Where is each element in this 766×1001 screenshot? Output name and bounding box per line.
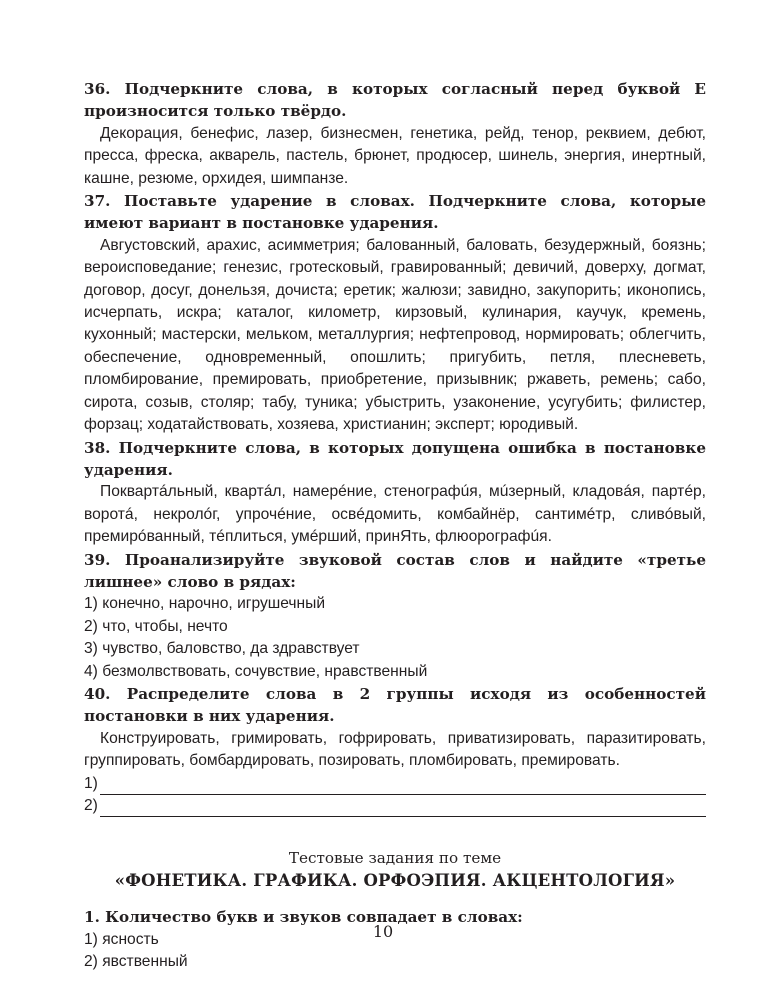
test-q1-option: 1) ясность [84, 930, 159, 948]
task-37-text: Августовский, арахис, асимметрия; балованный, баловать, безудержный, боязнь; вероисповедание; генезис, гротесковый, гравированный; девичий, доверху, догмат, договор, досуг, донельзя, дочиста; еретик; жалюзи; завидно, закупорить; иконопись, исчерпать, искра; каталог, километр, кирзовый, кулинария, каучук, кремень, кухонный; мастерски, мельком, металлургия; нефтепровод, нормировать; облегчить, обеспечение, одновременный, опошлить; пригубить, петля, плесневеть, пломбирование, премировать, приобретение, призывник; ржаветь, ремень; сабо, сирота, созыв, столяр; табу, туника; убыстрить, узаконение, усугубить; филистер, форзац; ходатайствовать, хозяева, христианин; эксперт; юродивый. [84, 236, 706, 434]
test-q1-title: 1. Количество букв и звуков совпадает в словах: [84, 908, 523, 927]
answer-line-2[interactable] [84, 795, 706, 817]
test-section-title: «ФОНЕТИКА. ГРАФИКА. ОРФОЭПИЯ. АКЦЕНТОЛОГИЯ» [114, 870, 676, 890]
test-section-header [84, 847, 706, 892]
answer-line-1-rule[interactable] [100, 779, 706, 795]
answer-line-2-label: 2) [84, 797, 98, 814]
task-40-title: 40. Распределите слова в 2 группы исходя из особенностей постановки в них ударения. [84, 684, 706, 726]
task-39-option: 3) чувство, баловство, да здравствует [84, 640, 360, 658]
task-38-text: Поквартáльный, квартáл, намерéние, стенографúя, мúзерный, кладовáя, партéр, воротá, некролóг, упрочéние, освéдомить, комбайнёр, сантимéтр, сливóвый, премирóванный, тéплиться, умéрший, принЯть, флюорографúя. [84, 483, 706, 546]
test-q1-option: 2) явственный [84, 953, 188, 971]
task-39-option: 2) что, чтобы, нечто [84, 617, 228, 635]
page-content [84, 78, 706, 973]
task-39-option: 4) безмолвствовать, сочувствие, нравственный [84, 662, 428, 680]
answer-line-1-label: 1) [84, 774, 98, 792]
task-39-option: 1) конечно, нарочно, игрушечный [84, 595, 326, 613]
task-36-text: Декорация, бенефис, лазер, бизнесмен, генетика, рейд, тенор, реквием, дебют, пресса, фреска, акварель, пастель, брюнет, продюсер, шинель, энергия, инертный, кашне, резюме, орхидея, шимпанзе. [84, 124, 706, 187]
task-38-title: 38. Подчеркните слова, в которых допущена ошибка в постановке ударения. [84, 438, 706, 479]
page-number: 10 [372, 922, 394, 941]
test-section-subtitle: Тестовые задания по теме [288, 849, 502, 868]
task-36-title: 36. Подчеркните слова, в которых согласный перед буквой Е произносится только твёрдо. [84, 80, 706, 121]
task-37-title: 37. Поставьте ударение в словах. Подчеркните слова, которые имеют вариант в постановке ударения. [84, 192, 706, 233]
answer-line-1[interactable] [84, 773, 706, 795]
task-40-text: Конструировать, гримировать, гофрировать, приватизировать, паразитировать, группировать, бомбардировать, позировать, пломбировать, премировать. [84, 729, 706, 770]
task-39-title: 39. Проанализируйте звуковой состав слов и найдите «третье лишнее» слово в рядах: [84, 550, 706, 591]
answer-line-2-rule[interactable] [100, 801, 706, 817]
